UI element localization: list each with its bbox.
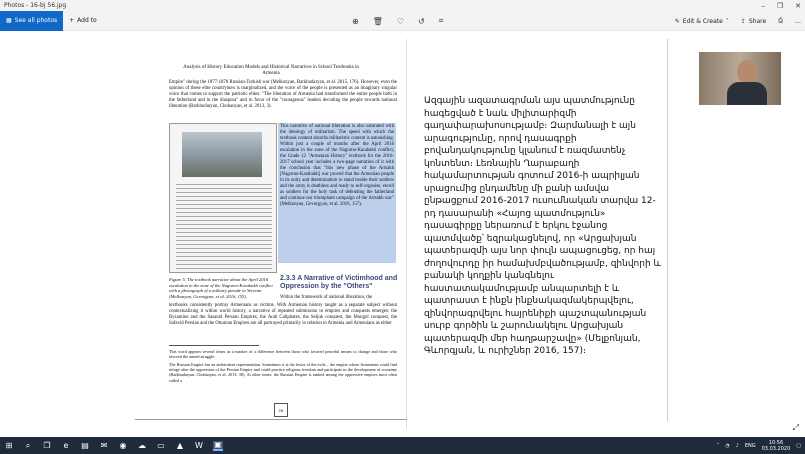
taskbar-apps — [0, 441, 223, 451]
more-options-icon[interactable]: … — [795, 17, 801, 25]
mail-icon[interactable]: ✉ — [100, 441, 108, 450]
delete-icon[interactable]: 🗑 — [372, 16, 383, 26]
plus-icon: + — [69, 17, 75, 24]
section-paragraph: textbooks consistently portray Armenians as victims. With Armenian history taught as a separate subject without contextualizing it within world history, a narrative of repeated submission to empires and conquests emerges: the Byzantine and the Sasanid Persian Empires, the Arab Caliphates, the Seljuk conquest, the Mongol conquest, the Safavid Persian and the Ottoman Empires are all portrayed primarily in relation to Armenia and Armenians as either — [169, 303, 397, 326]
see-all-photos-button[interactable] — [0, 11, 63, 31]
section-title: 2.3.3 A Narrative of Victimhood and Oppression by the "Others" — [280, 275, 398, 290]
chevron-down-icon: ˅ — [725, 17, 729, 25]
section-para-right: Within the framework of national liberation, the — [280, 295, 373, 300]
document-page — [135, 39, 407, 429]
skype-icon[interactable]: ☁ — [138, 441, 146, 450]
armenian-translation-text: Ազգային ազատագրման այս պատմությունը հագեցված է նաև միլիտարիզմի գաղափարախոսությամբ։ Զարմանալի է այն արագությունը, որով դասագրքի բովանդակությունը կլանում է ռազմատենչ կոնտենտ։ Լեռնային Ղարաբաղի հակամարտության գոտում 2016-ի ապրիլյան սրացումից ընդամենը մի քանի ամսվա ընթացքում 2016-2017 ուսումնական տարվա 12-րդ դասարանի «Հայոց պատմություն» դասագիրքը ներառում է երկու էջանոց պատմվածք՝ եզրակացնելով, որ «Արցախյան պատերազմի այս նոր փուլն ապացուցեց, որ հայ ժողովուրդը իր համախմբվածությամբ, զինվորի և բանակի կողքին կանգնելու հաստատակամությամբ անպարտելի է և պատրաստ է ինքն ինքնակազմակերպվելու, զինվորագրվելու հայրենիքի պաշտպանության սուրբ գործին և շարունակելու Արցախյան պատերազմի մեր հաղթարշավը» (Մելքոնյան, Գևորգյան, և ուրիշներ 2016, 157)։ — [424, 96, 661, 356]
notification-icon[interactable]: ▢ — [796, 442, 801, 449]
footnote-1: This word appears several times as a marker of a difference between those who favored peaceful means to change and those who favored the armed struggle. — [169, 349, 397, 360]
right-page-border — [667, 39, 668, 421]
photo-text-lines — [176, 184, 272, 269]
clock[interactable] — [762, 440, 791, 452]
footnote-divider — [169, 345, 259, 346]
intro-paragraph: Empire" during the 1877-1878 Russian-Turkish war (Melkonyan, Barkhudaryan, et al. 2015, 176). However, even the opinion of these elite countrymen is marginalized, and the voice of the people is presented as an imaginary singular voice that comes to support the patriotic elites: "The liberation of Armenia had transformed the entire people both in the fatherland and in the diaspora" and in favor of the "courageous" leaders decoding the people towards national liberation (Barkhudaryan, Chobanyan, et al. 2013, 3). — [169, 80, 397, 109]
edit-icon: ✎ — [674, 17, 680, 25]
presenter-head — [737, 60, 757, 84]
see-all-photos-label: See all photos — [14, 17, 58, 24]
webcam-overlay — [699, 52, 781, 105]
edit-create-button[interactable] — [675, 18, 729, 25]
tool-icons — [352, 11, 443, 31]
windows-start-icon[interactable]: ⊞ — [5, 441, 13, 450]
search-icon[interactable]: ⌕ — [25, 440, 31, 450]
document-header — [135, 65, 407, 77]
presenter-body — [727, 82, 767, 105]
share-label: Share — [748, 17, 767, 25]
edit-create-label: Edit & Create — [682, 17, 723, 25]
maximize-button[interactable]: ❐ — [776, 1, 784, 10]
military-parade-image — [182, 132, 262, 177]
system-tray — [717, 437, 801, 454]
windows-taskbar — [0, 437, 805, 454]
store-icon[interactable]: ▤ — [81, 441, 89, 450]
header-line-1: Analysis of History Education Models and Historical Narratives in School Textbooks in — [183, 65, 359, 70]
word-icon[interactable]: W — [195, 441, 203, 450]
clock-time: 10:56 — [768, 439, 784, 446]
minimize-button[interactable]: – — [761, 1, 765, 10]
photos-toolbar — [0, 11, 805, 31]
gallery-icon: ▦ — [6, 17, 12, 24]
title-bar — [0, 0, 805, 11]
edge-icon[interactable]: e — [63, 441, 69, 450]
expand-icon[interactable]: ⤢ — [792, 423, 799, 432]
header-line-2: Armenia — [262, 71, 280, 76]
figure-caption: Figure 5. The textbook narrative about the April 2016 escalation in the zone of the Nagorno-Karabakh conflict with a photograph of a military parade in Yerevan (Melkonyan, Gevorgyan, et al. 2016, 155). — [169, 277, 273, 299]
clock-date: 03.03.2020 — [761, 445, 791, 452]
window-controls — [761, 0, 801, 11]
add-to-label: Add to — [77, 17, 97, 24]
window-title: Photos - 16-bj 56.jpg — [4, 2, 67, 9]
chrome-icon[interactable]: ◉ — [119, 441, 127, 450]
textbook-photo — [169, 123, 277, 273]
close-button[interactable]: ✕ — [795, 1, 801, 10]
right-tools — [675, 11, 801, 31]
zoom-icon[interactable]: ⊕ — [352, 16, 359, 26]
add-to-button[interactable] — [69, 17, 97, 24]
share-button[interactable] — [741, 18, 766, 25]
print-icon[interactable]: ⎙ — [778, 17, 783, 24]
share-icon: ⇪ — [740, 17, 746, 25]
page-bottom-line — [135, 419, 407, 420]
language-indicator[interactable]: ENG — [744, 442, 756, 449]
photo-viewer — [0, 31, 805, 437]
volume-icon[interactable]: ♪ — [735, 442, 739, 449]
folder-icon[interactable]: ▭ — [157, 441, 165, 450]
task-view-icon[interactable]: ❐ — [43, 441, 51, 450]
rotate-icon[interactable]: ↺ — [418, 16, 425, 26]
pdf-icon[interactable]: ▲ — [176, 441, 184, 450]
network-icon[interactable]: ◔ — [725, 442, 730, 449]
favorite-icon[interactable]: ♡ — [396, 16, 405, 26]
footnote-2: The Russian Empire has an ambivalent representation. Sometimes it is the lesser of the evils – the empire where Armenians could find refuge after the oppression of the Persian Empire and could practice religious freedom and participate in the development of economy (Barkhudaryan, Chobanyan, et al. 2013, 38). At other times, the Russian Empire is ranked among the oppressive empires most often called a — [169, 362, 397, 383]
photos-app-icon[interactable]: ▣ — [214, 440, 222, 449]
page-number: 16 — [274, 403, 288, 417]
highlighted-paragraph: This narrative of national liberation is also saturated with the ideology of militarism. The speed with which the textbook content absorbs militaristic content is astonishing. Within just a couple of months after the April 2016 escalation in the zone of the Nagorno-Karabakh conflict, the Grade 12 "Armenian History" textbook for the 2016-2017 school year includes a two-page narration of it with the conclusion that "this new phase of the Artsakh [Nagorno-Karabakh] war proved that the Armenian people in its unity and determination to stand beside their soldiers and the army is deathless and ready to self-organise, enroll as soldiers for the holy task of defending the fatherland and continue our triumphant campaign of the Artsakh war" (Melkonyan, Gevorgyan, et al. 2016, 157). — [278, 123, 396, 263]
tray-chevron-icon[interactable]: ˄ — [716, 442, 720, 449]
crop-icon[interactable]: ⌗ — [438, 16, 444, 25]
